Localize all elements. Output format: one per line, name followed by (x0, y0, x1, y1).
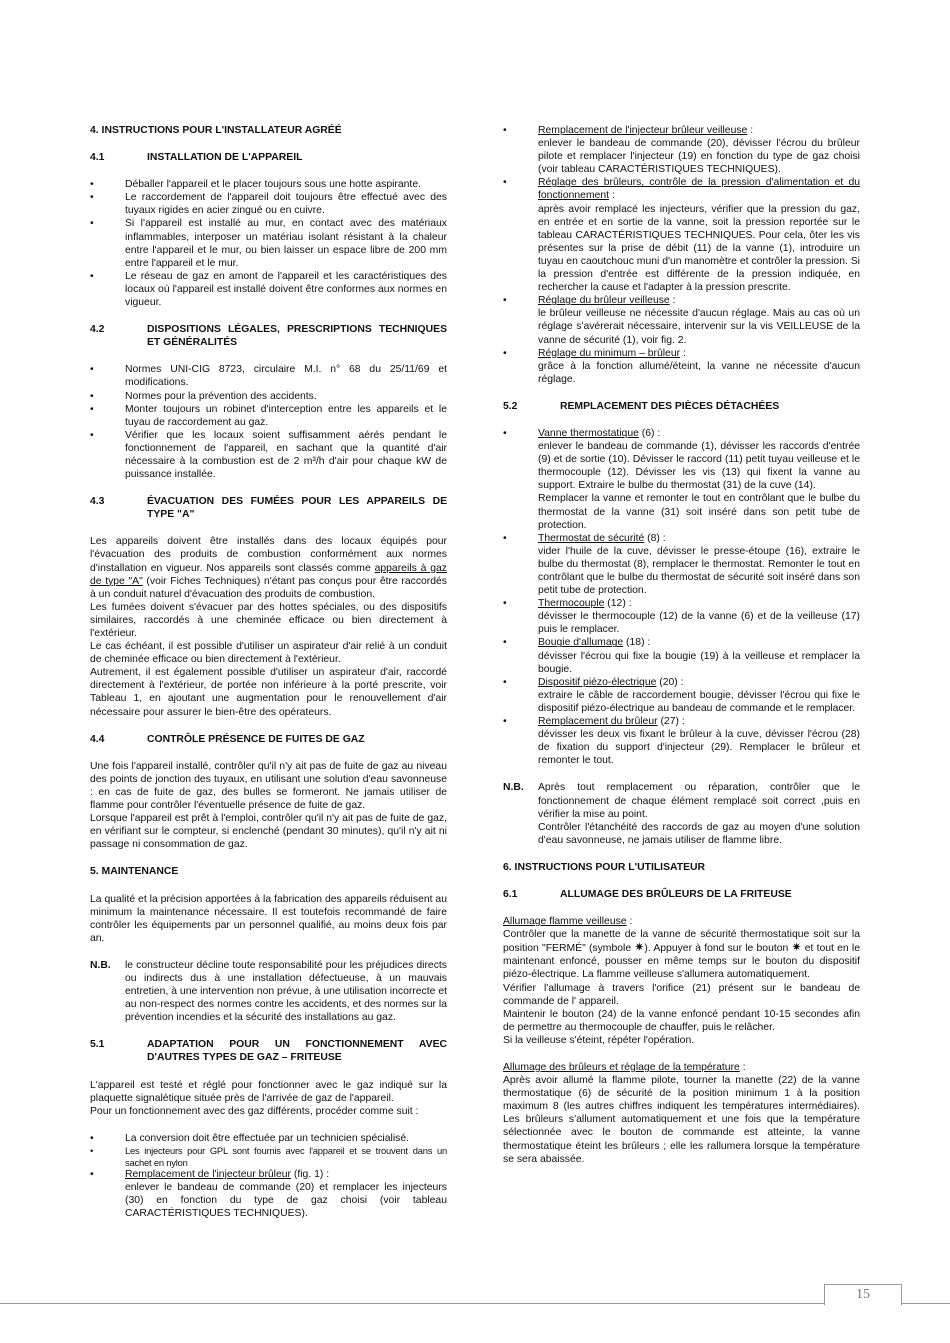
section-title: ALLUMAGE DES BRÛLEURS DE LA FRITEUSE (560, 888, 792, 900)
list-item: • Vanne thermostatique (6) : enlever le bandeau de commande (1), dévisser les raccords d'entrée (9) et de sortie (10). Dévisser le raccord (11) petit tuyau veilleuse et le thermocouple (12). Dévisser les vis (13) qui fixent la vanne au support. Extraire le bulbe du thermostat (31) de la cuve (14). Remplacer la vanne et remonter le tout en contrôlant que le bulbe du thermostat de la vanne (31) soit inséré dans son petit tube de protection. (503, 427, 860, 532)
list-item: • Réglage du minimum – brûleur : grâce à la fonction allumé/éteint, la vanne ne nécessite d'aucun réglage. (503, 347, 860, 386)
item-heading: Réglage des brûleurs, contrôle de la pression d'alimentation et du fonctionnement (538, 177, 860, 202)
paragraph: L'appareil est testé et réglé pour fonctionner avec le gaz indiqué sur la plaquette signalétique située près de l'arrivée de gaz de l'appareil. (90, 1079, 447, 1104)
item-body: après avoir remplacé les injecteurs, vérifier que la pression du gaz, en entrée et en sortie de la vanne, soit la pression reportée sur le tableau CARACTÉRISTIQUES TECHNIQUES. Pour cela, ôter les vis présentes sur la prise de débit (11) de la vanne (1), introduire un tuyau en caoutchouc muni d'un manomètre et contrôler la pression. Si la pression d'entrée est différente de la pression indiquée, en rechercher la cause et l'adapter à la pression prescrite. (538, 203, 860, 294)
item-heading: Remplacement de l'injecteur brûleur veilleuse (538, 125, 748, 136)
item-heading: Réglage du brûleur veilleuse (538, 295, 670, 307)
item-body: le brûleur veilleuse ne nécessite d'aucun réglage. Mais au cas où un réglage s'avérerait nécessaire, intervenir sur la vis VEILLEUSE de la vanne de sécurité (1), voir fig. 2. (538, 308, 860, 346)
section-number: 4.1 (90, 152, 105, 164)
item-heading: Bougie d'allumage (538, 637, 624, 649)
list-item: • Déballer l'appareil et le placer toujours sous une hotte aspirante. (90, 178, 447, 191)
nb-label: N.B. (90, 959, 111, 971)
installation-list (90, 178, 447, 309)
item-heading: Remplacement de l'injecteur brûleur (125, 1169, 292, 1181)
page-number: 15 (824, 1284, 902, 1305)
paragraph: Pour un fonctionnement avec des gaz différents, procéder comme suit : (90, 1105, 419, 1117)
list-item: • Réglage des brûleurs, contrôle de la pression d'alimentation et du fonctionnement : après avoir remplacé les injecteurs, vérifier que la pression du gaz, en entrée et en sortie de la vanne, soit la pression reportée sur le tableau CARACTÉRISTIQUES TECHNIQUES. Pour cela, ôter les vis présentes sur la prise de débit (11) de la vanne (1), introduire un tuyau en caoutchouc muni d'un manomètre et contrôler la pression. Si la pression d'entrée est différente de la pression indiquée, en rechercher la cause et l'adapter à la pression prescrite. (503, 176, 860, 294)
paragraph: La qualité et la précision apportées à la fabrication des appareils réduisent au minimum la maintenance nécessaire. Il est toutefois recommandé de faire contrôler les équipements par un personnel qualifié, au moins deux fois par an. (90, 893, 447, 944)
item-heading: Vanne thermostatique (538, 427, 639, 439)
list-item: • Remplacement du brûleur (27) : dévisser les deux vis fixant le brûleur à la cuve, dévisser l'écrou (28) de fixation du support d'injecteur (29). Remplacer le brûleur et remonter le tout. (503, 715, 860, 767)
left-column (90, 124, 447, 1234)
item-body: vider l'huile de la cuve, dévisser le presse-étoupe (16), extraire le bulbe du thermostat (8), remplacer le thermostat. Remonter le tout en contrôlant que le bulbe du thermostat de sécurité soit inséré dans son petit tube de protection. (538, 545, 860, 597)
gas-type-a-reference: appareils à gaz de type "A" (90, 562, 447, 587)
item-body: dévisser le thermocouple (12) de la vanne (6) et de la veilleuse (17) puis le remplacer. (538, 611, 860, 636)
item-heading: Thermostat de sécurité (538, 532, 645, 544)
item-body: dévisser les deux vis fixant le brûleur à la cuve, dévisser l'écrou (28) de fixation du support d'injecteur (29). Remplacer le brûleur et remonter le tout. (538, 729, 860, 767)
nb-label: N.B. (503, 782, 524, 794)
list-item: • Thermostat de sécurité (8) : vider l'huile de la cuve, dévisser le presse-étoupe (16), extraire le bulbe du thermostat (8), remplacer le thermostat. Remonter le tout en contrôlant que le bulbe du thermostat de sécurité soit inséré dans son petit tube de protection. (503, 532, 860, 597)
paragraph: Une fois l'appareil installé, contrôler qu'il n'y ait pas de fuite de gaz au niveau des points de jonction des tuyaux, en utilisant une solution d'eau savonneuse : en cas de fuite de gaz, des bulles se formeront. Ne jamais utiliser de flamme pour contrôler l'éventuelle présence de fuite de gaz. (90, 760, 447, 812)
paragraph: Les fumées doivent s'évacuer par des hottes spéciales, ou des dispositifs similaires, raccordés à une cheminée efficace ou bien directement à l'extérieur. (90, 601, 447, 639)
section-4-title: 4. INSTRUCTIONS POUR L'INSTALLATEUR AGRÉÉ (90, 125, 342, 136)
section-number: 5.1 (90, 1039, 105, 1051)
section-number: 6.1 (503, 888, 518, 900)
section-6-title: 6. INSTRUCTIONS POUR L'UTILISATEUR (503, 861, 706, 873)
item-body: enlever le bandeau de commande (20) et remplacer les injecteurs (30) en fonction du type de gaz choisi (voir tableau CARACTÉRISTIQUES TECHNIQUES). (125, 1182, 447, 1220)
section-title: INSTALLATION DE L'APPAREIL (147, 152, 303, 164)
paragraph: Vérifier l'allumage à travers l'orifice (21) présent sur le bandeau de commande de l' appareil. (503, 982, 860, 1007)
item-body: Remplacer la vanne et remonter le tout en contrôlant que le bulbe du thermostat de la vanne (31) soit inséré dans son petit tube de protection. (538, 493, 860, 531)
nota-bene (90, 959, 447, 1024)
list-item: • Réglage du brûleur veilleuse : le brûleur veilleuse ne nécessite d'aucun réglage. Mais au cas où un réglage s'avérerait nécessaire, intervenir sur la vis VEILLEUSE de la vanne de sécurité (1), voir fig. 2. (503, 294, 860, 346)
nb-text: le constructeur décline toute responsabilité pour les préjudices directs ou indirects dus à une installation défectueuse, à un mauvais entretien, à une intervention non prévue, à une utilisation incorrecte et au non-respect des normes contre les accidents, et des normes sur la prévention incendies et la sécurité des installations au gaz. (125, 959, 447, 1024)
section-number: 4.2 (90, 324, 105, 336)
regulations-list (90, 363, 447, 481)
list-item: • Normes pour la prévention des accidents. (90, 390, 447, 403)
section-5-title: 5. MAINTENANCE (90, 866, 179, 878)
list-item: • Les injecteurs pour GPL sont fournis avec l'appareil et se trouvent dans un sachet en nylon (90, 1145, 447, 1168)
list-item: • Le raccordement de l'appareil doit toujours être effectué avec des tuyaux rigides en acier zingué ou en cuivre. (90, 191, 447, 217)
item-body: dévisser l'écrou qui fixe la bougie (19) à la veilleuse et remplacer la bougie. (538, 650, 860, 675)
section-4-2-heading (90, 323, 447, 349)
list-item: • La conversion doit être effectuée par un technicien spécialisé. (90, 1132, 447, 1145)
section-6-1-heading (503, 888, 860, 901)
section-4-3-heading (90, 495, 447, 521)
paragraph: Après avoir allumé la flamme pilote, tourner la manette (22) de la vanne thermostatique (6) de sécurité de la position minimum 1 à la position maximum 8 (les autres chiffres indiquent les températures intermédiaires). Les brûleurs s'allument automatiquement et une fois que la température sélectionnée avec le bouton de commande est atteinte, la vanne thermostatique éteint les brûleurs ; elle les rallumera lorsque la température se sera abaissée. (503, 1075, 860, 1165)
item-heading: Remplacement du brûleur (538, 716, 658, 728)
item-body: enlever le bandeau de commande (20), dévisser l'écrou du brûleur pilote et remplacer l'injecteur (19) en fonction du type de gaz choisi (voir tableau CARACTÉRISTIQUES TECHNIQUES). (538, 138, 860, 176)
closed-symbol-icon: ✷ (634, 940, 645, 955)
footer-rule (0, 1303, 950, 1304)
list-item: • Bougie d'allumage (18) : dévisser l'écrou qui fixe la bougie (19) à la veilleuse et remplacer la bougie. (503, 636, 860, 675)
paragraph: Le cas échéant, il est possible d'utiliser un aspirateur d'air relié à un conduit de cheminée efficace ou bien directement à l'extérieur. (90, 641, 447, 666)
right-column (503, 124, 860, 1180)
conversion-list-continued (503, 124, 860, 386)
item-body: extraire le câble de raccordement bougie, dévisser l'écrou qui fixe le dispositif piézo-électrique au bandeau de commande et le remplacer. (538, 689, 860, 714)
section-number: 4.4 (90, 733, 105, 745)
list-item: • Dispositif piézo-électrique (20) : extraire le câble de raccordement bougie, dévisser l'écrou qui fixe le dispositif piézo-électrique au bandeau de commande et le remplacer. (503, 676, 860, 715)
nota-bene (503, 781, 860, 846)
section-number: 5.2 (503, 400, 518, 412)
item-heading: Réglage du minimum – brûleur (538, 347, 681, 359)
list-item: • Remplacement de l'injecteur brûleur (fig. 1) : enlever le bandeau de commande (20) et remplacer les injecteurs (30) en fonction du type de gaz choisi (voir tableau CARACTÉRISTIQUES TECHNIQUES). (90, 1168, 447, 1220)
paragraph: Contrôler que la manette de la vanne de sécurité thermostatique soit sur la position "FERMÉ" (symbole ✷). Appuyer à fond sur le bouton ✷ et tout en le maintenant enfoncé, pousser en même temps sur le bouton du dispositif piézo-électrique. La flamme veilleuse s'allumera automatiquement. (503, 929, 860, 981)
paragraph: Lorsque l'appareil est prêt à l'emploi, contrôler qu'il n'y ait pas de fuite de gaz, en vérifiant sur le compteur, si enclenché (pendant 30 minutes), qu'il n'y ait ni passage ni consommation de gaz. (90, 813, 447, 851)
paragraph: Les appareils doivent être installés dans des locaux équipés pour l'évacuation des produits de combustion conformément aux normes d'installation en vigueur. Nos appareils sont classés comme appareils à gaz de type "A" (voir Fiches Techniques) n'étant pas conçus pour être raccordés à un conduit naturel d'évacuation des produits de combustion. (90, 536, 448, 600)
subheading: Allumage flamme veilleuse : (503, 916, 633, 928)
section-4-4-heading (90, 733, 447, 746)
item-heading: Thermocouple (538, 598, 605, 610)
list-item: • Si l'appareil est installé au mur, en contact avec des matériaux inflammables, interposer un matériau isolant résistant à la chaleur entre l'appareil et le mur, ou bien laisser un espace libre de 200 mm entre l'appareil et le mur. (90, 217, 447, 269)
item-body: enlever le bandeau de commande (1), dévisser les raccords d'entrée (9) et de sortie (10). Dévisser le raccord (11) petit tuyau veilleuse et le thermocouple (12). Dévisser les vis (13) qui fixent la vanne au support. Extraire le bulbe du thermostat (31) de la cuve (14). (538, 441, 860, 492)
section-number: 4.3 (90, 496, 105, 508)
list-item: • Vérifier que les locaux soient suffisamment aérés pendant le fonctionnement de l'appareil, en sachant que la quantité d'air nécessaire à la combustion est de 2 m³/h d'air pour chaque kW de puissance installée. (90, 429, 447, 481)
section-4-1-heading (90, 151, 447, 164)
list-item: • Thermocouple (12) : dévisser le thermocouple (12) de la vanne (6) et de la veilleuse (17) puis le remplacer. (503, 597, 860, 636)
paragraph: Maintenir le bouton (24) de la vanne enfoncé pendant 10-15 secondes afin de permettre au thermocouple de chauffer, puis le relâcher. (503, 1008, 860, 1033)
section-5-1-heading (90, 1038, 447, 1064)
list-item: • Monter toujours un robinet d'interception entre les appareils et le tuyau de raccordement au gaz. (90, 403, 447, 429)
nb-text: Après tout remplacement ou réparation, contrôler que le fonctionnement de chaque élément remplacé soit correct ,puis en vérifier la mise au point. Contrôler l'étanchéité des raccords de gaz au moyen d'une solution d'eau savonneuse, ne jamais utiliser de flamme libre. (538, 782, 860, 846)
subheading: Allumage des brûleurs et réglage de la température : (503, 1062, 746, 1073)
paragraph: Autrement, il est également possible d'utiliser un aspirateur d'air, raccordé directement à l'extérieur, de portée non inférieure à la porté prescrite, voir Tableau 1, en ajoutant une augmentation pour le renouvellement d'air nécessaire pour assurer le bien-être des opérateurs. (90, 667, 447, 718)
section-title: DISPOSITIONS LÉGALES, PRESCRIPTIONS TECHNIQUES ET GÉNÉRALITÉS (147, 324, 447, 349)
paragraph: Si la veilleuse s'éteint, répéter l'opération. (503, 1034, 695, 1046)
list-item: • Normes UNI-CIG 8723, circulaire M.I. n° 68 du 25/11/69 et modifications. (90, 363, 447, 389)
pilot-symbol-icon: ✷ (791, 940, 802, 955)
item-body: grâce à la fonction allumé/éteint, la vanne ne nécessite d'aucun réglage. (538, 360, 860, 385)
list-item: • Remplacement de l'injecteur brûleur veilleuse : enlever le bandeau de commande (20), dévisser l'écrou du brûleur pilote et remplacer l'injecteur (19) en fonction du type de gaz choisi (voir tableau CARACTÉRISTIQUES TECHNIQUES). (503, 124, 860, 176)
spare-parts-list (503, 427, 860, 767)
list-item: • Le réseau de gaz en amont de l'appareil et les caractéristiques des locaux où l'appareil est installé doivent être conformes aux normes en vigueur. (90, 270, 447, 309)
section-title: ÉVACUATION DES FUMÉES POUR LES APPAREILS DE TYPE "A" (147, 496, 447, 521)
conversion-list (90, 1132, 447, 1221)
item-heading: Dispositif piézo-électrique (538, 676, 657, 688)
section-5-2-heading (503, 400, 860, 413)
section-title: REMPLACEMENT DES PIÈCES DÉTACHÉES (560, 400, 780, 412)
section-title: ADAPTATION POUR UN FONCTIONNEMENT AVEC D'AUTRES TYPES DE GAZ – FRITEUSE (147, 1039, 447, 1064)
section-title: CONTRÔLE PRÉSENCE DE FUITES DE GAZ (147, 733, 365, 745)
